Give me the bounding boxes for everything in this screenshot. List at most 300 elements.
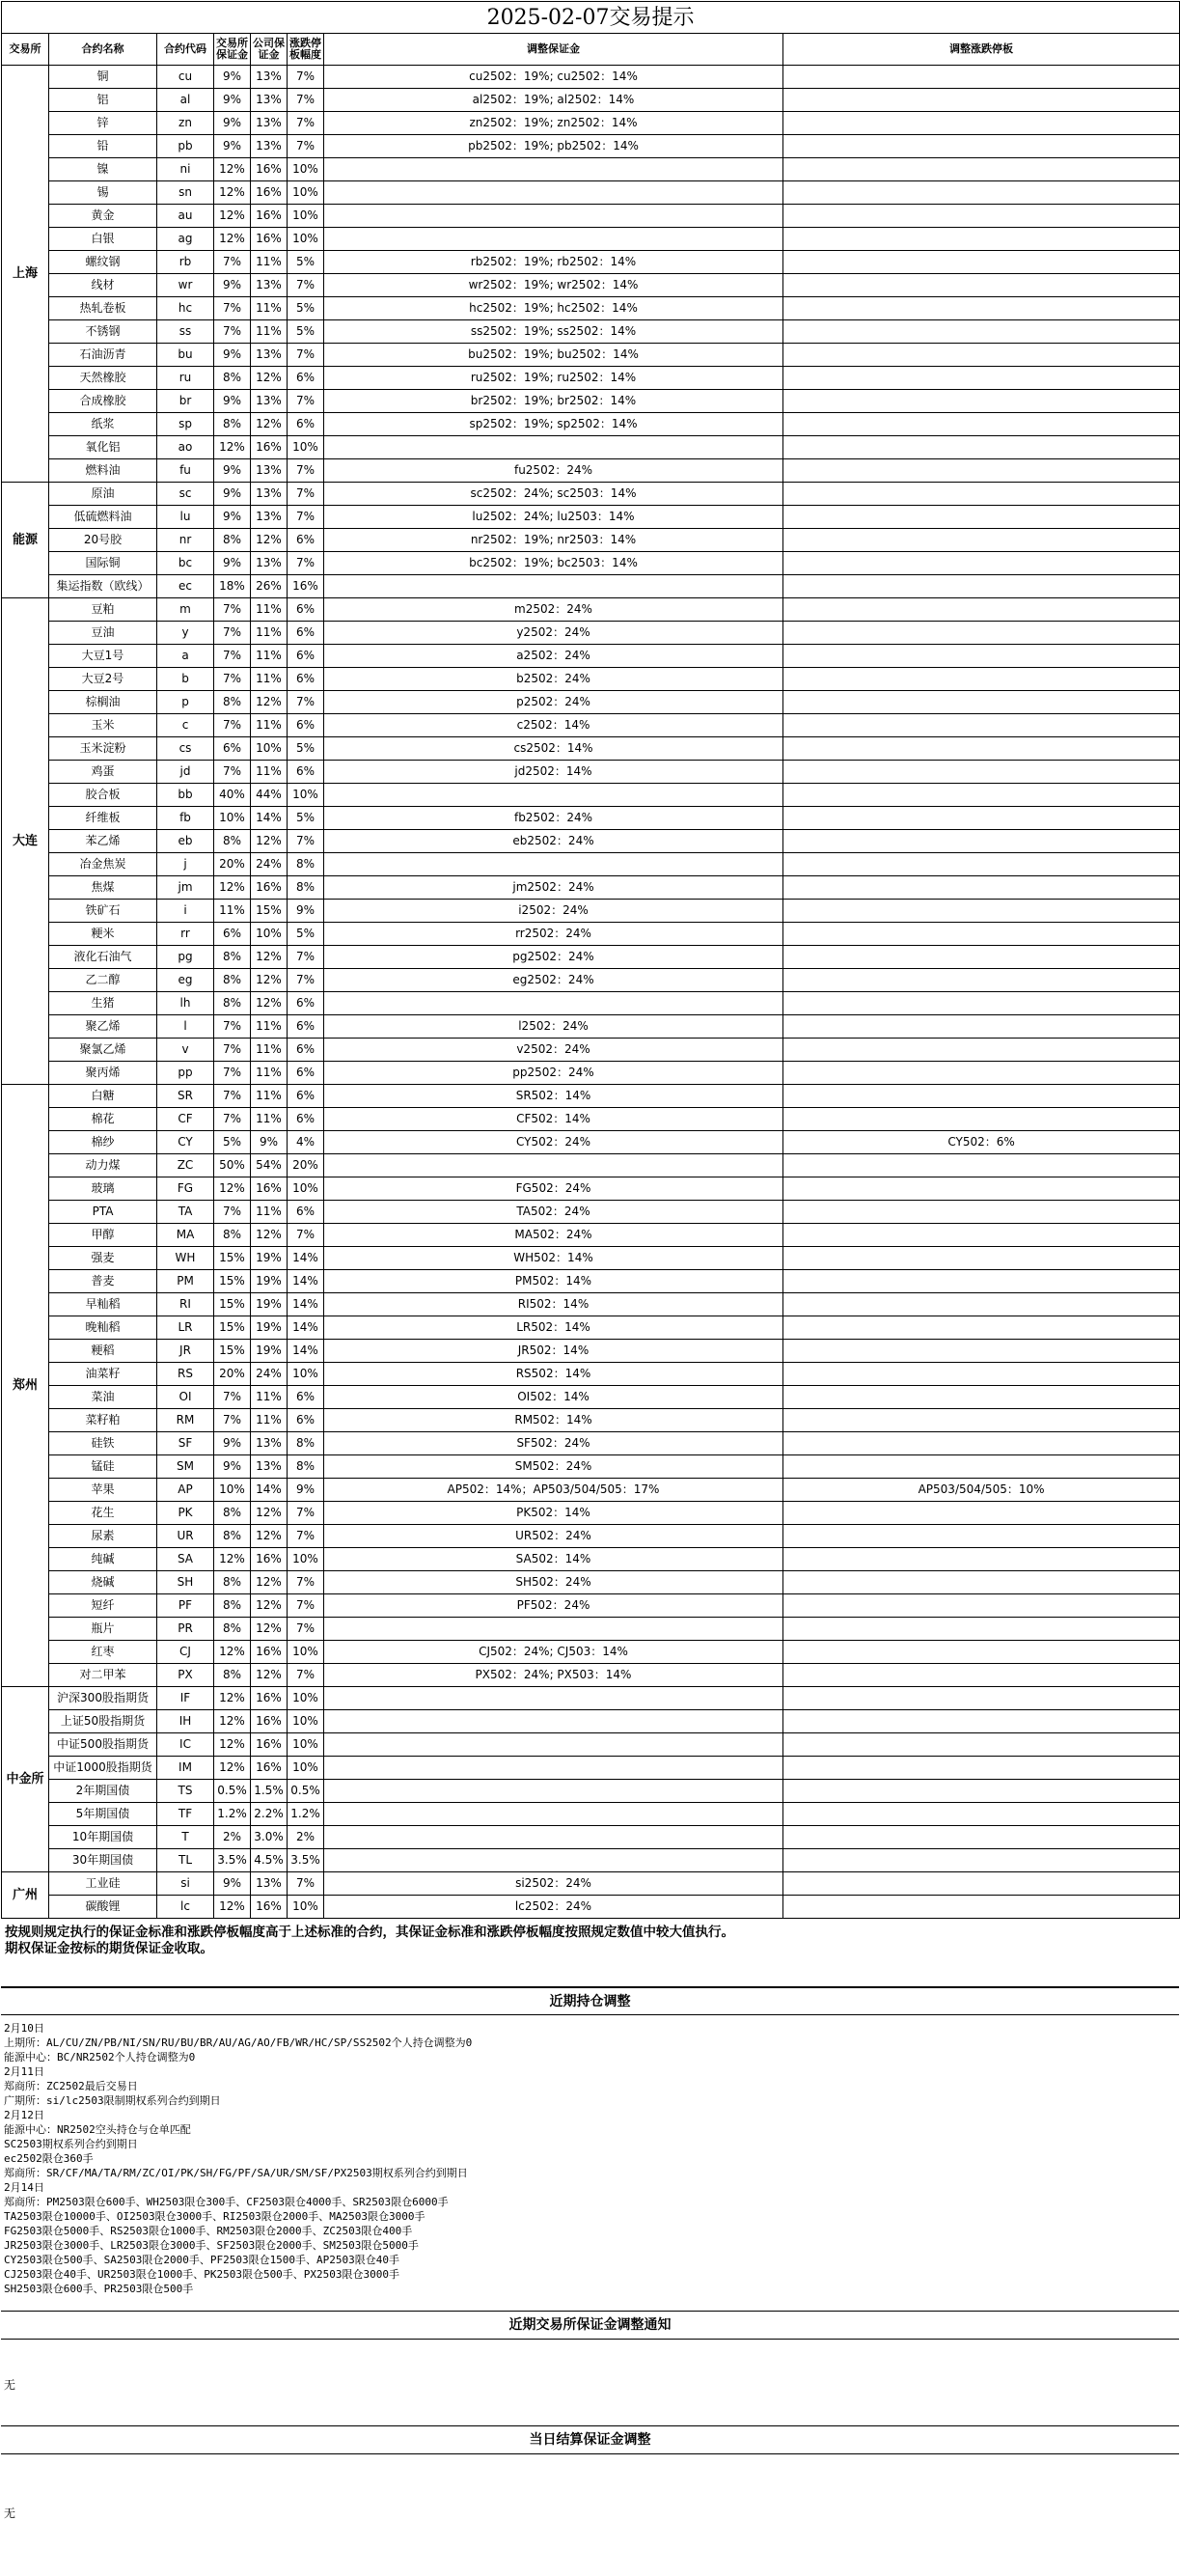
- company-margin-cell: 16%: [251, 1896, 288, 1919]
- adjusted-limit-cell: [783, 436, 1180, 459]
- exchange-margin-cell: 12%: [214, 876, 251, 900]
- adjusted-limit-cell: [783, 622, 1180, 645]
- adjusted-limit-cell: [783, 1780, 1180, 1803]
- contract-code-cell: ec: [157, 575, 214, 598]
- table-row: [2, 1039, 1180, 1062]
- contract-code-cell: hc: [157, 297, 214, 320]
- limit-range-cell: 20%: [288, 1154, 324, 1177]
- company-margin-cell: 11%: [251, 251, 288, 274]
- exchange-cell: 大连: [2, 598, 49, 1085]
- company-margin-cell: 12%: [251, 1664, 288, 1687]
- adjusted-margin-cell: RI502：14%: [324, 1293, 783, 1316]
- company-margin-cell: 10%: [251, 923, 288, 946]
- exchange-margin-cell: 9%: [214, 89, 251, 112]
- contract-name-cell: 对二甲苯: [49, 1664, 157, 1687]
- adjusted-limit-cell: [783, 1594, 1180, 1618]
- table-row: [2, 1224, 1180, 1247]
- table-row: [2, 853, 1180, 876]
- adjusted-margin-cell: WH502：14%: [324, 1247, 783, 1270]
- contract-code-cell: ZC: [157, 1154, 214, 1177]
- exchange-margin-cell: 12%: [214, 1687, 251, 1710]
- contract-name-cell: 螺纹钢: [49, 251, 157, 274]
- exchange-margin-cell: 18%: [214, 575, 251, 598]
- adjusted-limit-cell: [783, 1085, 1180, 1108]
- company-margin-cell: 1.5%: [251, 1780, 288, 1803]
- header-limit-range: 涨跌停板幅度: [288, 34, 324, 66]
- adjusted-margin-cell: sc2502：24%; sc2503：14%: [324, 483, 783, 506]
- contract-name-cell: 黄金: [49, 205, 157, 228]
- header-adjusted-margin: 调整保证金: [324, 34, 783, 66]
- adjusted-limit-cell: [783, 1340, 1180, 1363]
- limit-range-cell: 7%: [288, 506, 324, 529]
- position-adjust-title: 近期持仓调整: [1, 1986, 1179, 2015]
- adjusted-margin-cell: pg2502：24%: [324, 946, 783, 969]
- contract-name-cell: 锌: [49, 112, 157, 135]
- adjusted-margin-cell: [324, 1154, 783, 1177]
- contract-name-cell: 上证50股指期货: [49, 1710, 157, 1733]
- company-margin-cell: 11%: [251, 714, 288, 737]
- table-row: [2, 1618, 1180, 1641]
- adjusted-margin-cell: RM502：14%: [324, 1409, 783, 1432]
- adjusted-limit-cell: [783, 274, 1180, 297]
- table-row: [2, 274, 1180, 297]
- table-row: [2, 761, 1180, 784]
- adjusted-limit-cell: [783, 992, 1180, 1015]
- contract-code-cell: ag: [157, 228, 214, 251]
- contract-name-cell: 玉米淀粉: [49, 737, 157, 761]
- company-margin-cell: 10%: [251, 737, 288, 761]
- adjusted-limit-cell: [783, 691, 1180, 714]
- adjusted-margin-cell: l2502：24%: [324, 1015, 783, 1039]
- contract-name-cell: 粳稻: [49, 1340, 157, 1363]
- page-title: 2025-02-07交易提示: [2, 2, 1180, 34]
- contract-name-cell: 强麦: [49, 1247, 157, 1270]
- exchange-margin-cell: 9%: [214, 274, 251, 297]
- company-margin-cell: 26%: [251, 575, 288, 598]
- adjusted-margin-cell: bu2502：19%; bu2502：14%: [324, 344, 783, 367]
- contract-name-cell: 纯碱: [49, 1548, 157, 1571]
- company-margin-cell: 24%: [251, 1363, 288, 1386]
- adjusted-margin-cell: y2502：24%: [324, 622, 783, 645]
- contract-code-cell: SR: [157, 1085, 214, 1108]
- adjusted-margin-cell: bc2502：19%; bc2503：14%: [324, 552, 783, 575]
- contract-code-cell: au: [157, 205, 214, 228]
- company-margin-cell: 3.0%: [251, 1826, 288, 1849]
- adjusted-limit-cell: [783, 112, 1180, 135]
- limit-range-cell: 7%: [288, 135, 324, 158]
- exchange-margin-cell: 10%: [214, 1479, 251, 1502]
- contract-code-cell: PM: [157, 1270, 214, 1293]
- limit-range-cell: 6%: [288, 367, 324, 390]
- adjusted-margin-cell: si2502：24%: [324, 1872, 783, 1896]
- table-row: [2, 622, 1180, 645]
- adjusted-margin-cell: RS502：14%: [324, 1363, 783, 1386]
- contract-code-cell: TL: [157, 1849, 214, 1872]
- adjusted-margin-cell: [324, 1803, 783, 1826]
- contract-code-cell: l: [157, 1015, 214, 1039]
- limit-range-cell: 7%: [288, 1872, 324, 1896]
- contract-code-cell: LR: [157, 1316, 214, 1340]
- exchange-margin-cell: 8%: [214, 946, 251, 969]
- limit-range-cell: 7%: [288, 1571, 324, 1594]
- exchange-margin-cell: 8%: [214, 1618, 251, 1641]
- exchange-margin-cell: 9%: [214, 112, 251, 135]
- exchange-margin-cell: 8%: [214, 529, 251, 552]
- adjusted-limit-cell: [783, 1710, 1180, 1733]
- company-margin-cell: 16%: [251, 1757, 288, 1780]
- contract-name-cell: 普麦: [49, 1270, 157, 1293]
- contract-name-cell: 动力煤: [49, 1154, 157, 1177]
- contract-code-cell: ss: [157, 320, 214, 344]
- company-margin-cell: 4.5%: [251, 1849, 288, 1872]
- company-margin-cell: 12%: [251, 830, 288, 853]
- company-margin-cell: 14%: [251, 1479, 288, 1502]
- contract-name-cell: 液化石油气: [49, 946, 157, 969]
- contract-code-cell: ni: [157, 158, 214, 181]
- company-margin-cell: 44%: [251, 784, 288, 807]
- limit-range-cell: 6%: [288, 529, 324, 552]
- adjusted-margin-cell: OI502：14%: [324, 1386, 783, 1409]
- table-row: [2, 737, 1180, 761]
- adjusted-margin-cell: br2502：19%; br2502：14%: [324, 390, 783, 413]
- limit-range-cell: 7%: [288, 1618, 324, 1641]
- limit-range-cell: 7%: [288, 1664, 324, 1687]
- company-margin-cell: 16%: [251, 876, 288, 900]
- limit-range-cell: 7%: [288, 66, 324, 89]
- adjusted-margin-cell: [324, 1733, 783, 1757]
- company-margin-cell: 13%: [251, 506, 288, 529]
- adjusted-limit-cell: [783, 714, 1180, 737]
- exchange-margin-cell: 8%: [214, 1664, 251, 1687]
- adjusted-margin-cell: fb2502：24%: [324, 807, 783, 830]
- table-row: [2, 1594, 1180, 1618]
- company-margin-cell: 12%: [251, 1525, 288, 1548]
- adjusted-margin-cell: PK502：14%: [324, 1502, 783, 1525]
- exchange-margin-cell: 12%: [214, 1757, 251, 1780]
- table-row: [2, 135, 1180, 158]
- company-margin-cell: 19%: [251, 1270, 288, 1293]
- trading-notice-sheet: [1, 1, 1179, 2559]
- adjusted-limit-cell: [783, 1177, 1180, 1201]
- adjusted-limit-cell: [783, 575, 1180, 598]
- exchange-margin-cell: 15%: [214, 1293, 251, 1316]
- adjusted-margin-cell: [324, 1780, 783, 1803]
- contract-code-cell: si: [157, 1872, 214, 1896]
- limit-range-cell: 6%: [288, 1039, 324, 1062]
- contract-code-cell: eg: [157, 969, 214, 992]
- exchange-margin-cell: 8%: [214, 992, 251, 1015]
- contract-name-cell: 棉花: [49, 1108, 157, 1131]
- contract-name-cell: 苹果: [49, 1479, 157, 1502]
- table-row: [2, 367, 1180, 390]
- exchange-margin-cell: 7%: [214, 668, 251, 691]
- exchange-margin-cell: 9%: [214, 66, 251, 89]
- contract-name-cell: 豆粕: [49, 598, 157, 622]
- adjusted-limit-cell: AP503/504/505：10%: [783, 1479, 1180, 1502]
- contract-name-cell: 硅铁: [49, 1432, 157, 1455]
- limit-range-cell: 6%: [288, 1409, 324, 1432]
- table-row: [2, 1316, 1180, 1340]
- contract-name-cell: 5年期国债: [49, 1803, 157, 1826]
- adjusted-margin-cell: a2502：24%: [324, 645, 783, 668]
- adjusted-margin-cell: LR502：14%: [324, 1316, 783, 1340]
- contract-code-cell: y: [157, 622, 214, 645]
- adjusted-margin-cell: v2502：24%: [324, 1039, 783, 1062]
- adjusted-limit-cell: [783, 1039, 1180, 1062]
- adjusted-margin-cell: [324, 1618, 783, 1641]
- table-row: [2, 1062, 1180, 1085]
- table-row: [2, 1849, 1180, 1872]
- contract-code-cell: bb: [157, 784, 214, 807]
- limit-range-cell: 7%: [288, 483, 324, 506]
- contract-code-cell: UR: [157, 1525, 214, 1548]
- contract-code-cell: br: [157, 390, 214, 413]
- contract-code-cell: RI: [157, 1293, 214, 1316]
- table-row: [2, 1386, 1180, 1409]
- table-row: [2, 483, 1180, 506]
- limit-range-cell: 7%: [288, 390, 324, 413]
- exchange-margin-cell: 10%: [214, 807, 251, 830]
- table-row: [2, 1710, 1180, 1733]
- header-adjusted-limit: 调整涨跌停板: [783, 34, 1180, 66]
- company-margin-cell: 12%: [251, 691, 288, 714]
- company-margin-cell: 19%: [251, 1316, 288, 1340]
- adjusted-margin-cell: TA502：24%: [324, 1201, 783, 1224]
- adjusted-limit-cell: [783, 668, 1180, 691]
- company-margin-cell: 11%: [251, 297, 288, 320]
- table-row: [2, 1363, 1180, 1386]
- adjusted-limit-cell: [783, 1571, 1180, 1594]
- adjusted-margin-cell: [324, 181, 783, 205]
- adjusted-limit-cell: [783, 205, 1180, 228]
- contract-code-cell: jm: [157, 876, 214, 900]
- limit-range-cell: 10%: [288, 1733, 324, 1757]
- adjusted-limit-cell: [783, 552, 1180, 575]
- table-row: [2, 205, 1180, 228]
- adjusted-limit-cell: [783, 135, 1180, 158]
- table-row: [2, 390, 1180, 413]
- exchange-margin-cell: 8%: [214, 1571, 251, 1594]
- exchange-margin-cell: 9%: [214, 552, 251, 575]
- table-row: [2, 1085, 1180, 1108]
- contract-name-cell: 10年期国债: [49, 1826, 157, 1849]
- limit-range-cell: 6%: [288, 645, 324, 668]
- adjusted-limit-cell: [783, 946, 1180, 969]
- exchange-margin-cell: 9%: [214, 483, 251, 506]
- table-row: [2, 1525, 1180, 1548]
- contract-name-cell: 白银: [49, 228, 157, 251]
- contract-name-cell: 国际铜: [49, 552, 157, 575]
- contract-code-cell: al: [157, 89, 214, 112]
- exchange-margin-cell: 9%: [214, 459, 251, 483]
- contract-name-cell: 沪深300股指期货: [49, 1687, 157, 1710]
- contract-code-cell: IM: [157, 1757, 214, 1780]
- exchange-margin-cell: 6%: [214, 737, 251, 761]
- contract-code-cell: PK: [157, 1502, 214, 1525]
- exchange-margin-cell: 9%: [214, 135, 251, 158]
- limit-range-cell: 7%: [288, 1594, 324, 1618]
- table-row: [2, 436, 1180, 459]
- exchange-margin-cell: 9%: [214, 390, 251, 413]
- exchange-margin-cell: 8%: [214, 1224, 251, 1247]
- contract-name-cell: 红枣: [49, 1641, 157, 1664]
- contract-name-cell: 早籼稻: [49, 1293, 157, 1316]
- adjusted-margin-cell: pb2502：19%; pb2502：14%: [324, 135, 783, 158]
- adjusted-margin-cell: [324, 1687, 783, 1710]
- adjusted-margin-cell: cu2502：19%; cu2502：14%: [324, 66, 783, 89]
- limit-range-cell: 10%: [288, 784, 324, 807]
- contract-name-cell: 集运指数（欧线）: [49, 575, 157, 598]
- company-margin-cell: 9%: [251, 1131, 288, 1154]
- table-row: [2, 1687, 1180, 1710]
- exchange-margin-cell: 8%: [214, 969, 251, 992]
- contract-code-cell: TS: [157, 1780, 214, 1803]
- table-row: [2, 89, 1180, 112]
- contract-code-cell: i: [157, 900, 214, 923]
- contract-name-cell: 聚氯乙烯: [49, 1039, 157, 1062]
- adjusted-margin-cell: ru2502：19%; ru2502：14%: [324, 367, 783, 390]
- adjusted-limit-cell: [783, 367, 1180, 390]
- contract-name-cell: 胶合板: [49, 784, 157, 807]
- limit-range-cell: 7%: [288, 89, 324, 112]
- company-margin-cell: 13%: [251, 1872, 288, 1896]
- contract-name-cell: 燃料油: [49, 459, 157, 483]
- table-row: [2, 575, 1180, 598]
- exchange-margin-cell: 7%: [214, 1085, 251, 1108]
- contract-name-cell: 锰硅: [49, 1455, 157, 1479]
- adjusted-margin-cell: wr2502：19%; wr2502：14%: [324, 274, 783, 297]
- adjusted-limit-cell: [783, 900, 1180, 923]
- limit-range-cell: 14%: [288, 1293, 324, 1316]
- company-margin-cell: 11%: [251, 622, 288, 645]
- company-margin-cell: 11%: [251, 598, 288, 622]
- exchange-margin-cell: 12%: [214, 1177, 251, 1201]
- limit-range-cell: 16%: [288, 575, 324, 598]
- contract-name-cell: 棕榈油: [49, 691, 157, 714]
- table-row: [2, 807, 1180, 830]
- adjusted-limit-cell: [783, 1363, 1180, 1386]
- limit-range-cell: 7%: [288, 344, 324, 367]
- contract-code-cell: pp: [157, 1062, 214, 1085]
- adjusted-margin-cell: PX502：24%; PX503：14%: [324, 1664, 783, 1687]
- limit-range-cell: 10%: [288, 158, 324, 181]
- table-row: [2, 1015, 1180, 1039]
- contract-code-cell: fu: [157, 459, 214, 483]
- exchange-margin-cell: 7%: [214, 761, 251, 784]
- contract-code-cell: nr: [157, 529, 214, 552]
- company-margin-cell: 11%: [251, 761, 288, 784]
- contract-name-cell: 大豆2号: [49, 668, 157, 691]
- contract-name-cell: 苯乙烯: [49, 830, 157, 853]
- margin-table: [1, 1, 1180, 1919]
- company-margin-cell: 24%: [251, 853, 288, 876]
- adjusted-limit-cell: [783, 1386, 1180, 1409]
- adjusted-margin-cell: CJ502：24%; CJ503：14%: [324, 1641, 783, 1664]
- adjusted-limit-cell: [783, 1062, 1180, 1085]
- company-margin-cell: 11%: [251, 1039, 288, 1062]
- table-row: [2, 876, 1180, 900]
- limit-range-cell: 14%: [288, 1270, 324, 1293]
- contract-code-cell: rb: [157, 251, 214, 274]
- adjusted-limit-cell: [783, 158, 1180, 181]
- table-row: [2, 1177, 1180, 1201]
- margin-notice-content: 无: [4, 2378, 16, 2392]
- contract-code-cell: FG: [157, 1177, 214, 1201]
- limit-range-cell: 10%: [288, 1363, 324, 1386]
- adjusted-limit-cell: [783, 89, 1180, 112]
- table-row: [2, 1826, 1180, 1849]
- company-margin-cell: 16%: [251, 1687, 288, 1710]
- table-row: [2, 529, 1180, 552]
- exchange-margin-cell: 7%: [214, 645, 251, 668]
- contract-code-cell: AP: [157, 1479, 214, 1502]
- exchange-margin-cell: 15%: [214, 1316, 251, 1340]
- table-row: [2, 1571, 1180, 1594]
- adjusted-limit-cell: [783, 529, 1180, 552]
- company-margin-cell: 54%: [251, 1154, 288, 1177]
- adjusted-margin-cell: AP502：14%；AP503/504/505：17%: [324, 1479, 783, 1502]
- limit-range-cell: 9%: [288, 900, 324, 923]
- limit-range-cell: 2%: [288, 1826, 324, 1849]
- company-margin-cell: 2.2%: [251, 1803, 288, 1826]
- contract-name-cell: 碳酸锂: [49, 1896, 157, 1919]
- contract-code-cell: sc: [157, 483, 214, 506]
- adjusted-margin-cell: pp2502：24%: [324, 1062, 783, 1085]
- adjusted-limit-cell: [783, 1849, 1180, 1872]
- contract-name-cell: 鸡蛋: [49, 761, 157, 784]
- exchange-margin-cell: 12%: [214, 158, 251, 181]
- company-margin-cell: 13%: [251, 274, 288, 297]
- limit-range-cell: 10%: [288, 1548, 324, 1571]
- company-margin-cell: 11%: [251, 645, 288, 668]
- adjusted-limit-cell: [783, 969, 1180, 992]
- contract-name-cell: 烧碱: [49, 1571, 157, 1594]
- limit-range-cell: 7%: [288, 830, 324, 853]
- contract-name-cell: 玻璃: [49, 1177, 157, 1201]
- adjusted-margin-cell: SH502：24%: [324, 1571, 783, 1594]
- contract-name-cell: 聚乙烯: [49, 1015, 157, 1039]
- table-row: [2, 66, 1180, 89]
- adjusted-margin-cell: p2502：24%: [324, 691, 783, 714]
- table-row: [2, 1780, 1180, 1803]
- contract-code-cell: a: [157, 645, 214, 668]
- limit-range-cell: 14%: [288, 1247, 324, 1270]
- contract-name-cell: 甲醇: [49, 1224, 157, 1247]
- contract-code-cell: SA: [157, 1548, 214, 1571]
- adjusted-margin-cell: lc2502：24%: [324, 1896, 783, 1919]
- company-margin-cell: 11%: [251, 1085, 288, 1108]
- contract-name-cell: 20号胶: [49, 529, 157, 552]
- adjusted-margin-cell: jm2502：24%: [324, 876, 783, 900]
- adjusted-margin-cell: lu2502：24%; lu2503：14%: [324, 506, 783, 529]
- company-margin-cell: 16%: [251, 1548, 288, 1571]
- limit-range-cell: 6%: [288, 714, 324, 737]
- adjusted-limit-cell: [783, 390, 1180, 413]
- contract-name-cell: 铁矿石: [49, 900, 157, 923]
- table-header: [2, 34, 1180, 66]
- table-row: [2, 1548, 1180, 1571]
- table-row: [2, 1872, 1180, 1896]
- adjusted-margin-cell: SR502：14%: [324, 1085, 783, 1108]
- adjusted-margin-cell: [324, 853, 783, 876]
- adjusted-limit-cell: [783, 66, 1180, 89]
- exchange-margin-cell: 12%: [214, 205, 251, 228]
- limit-range-cell: 10%: [288, 228, 324, 251]
- exchange-margin-cell: 15%: [214, 1340, 251, 1363]
- adjusted-limit-cell: [783, 737, 1180, 761]
- exchange-margin-cell: 8%: [214, 1594, 251, 1618]
- contract-name-cell: 合成橡胶: [49, 390, 157, 413]
